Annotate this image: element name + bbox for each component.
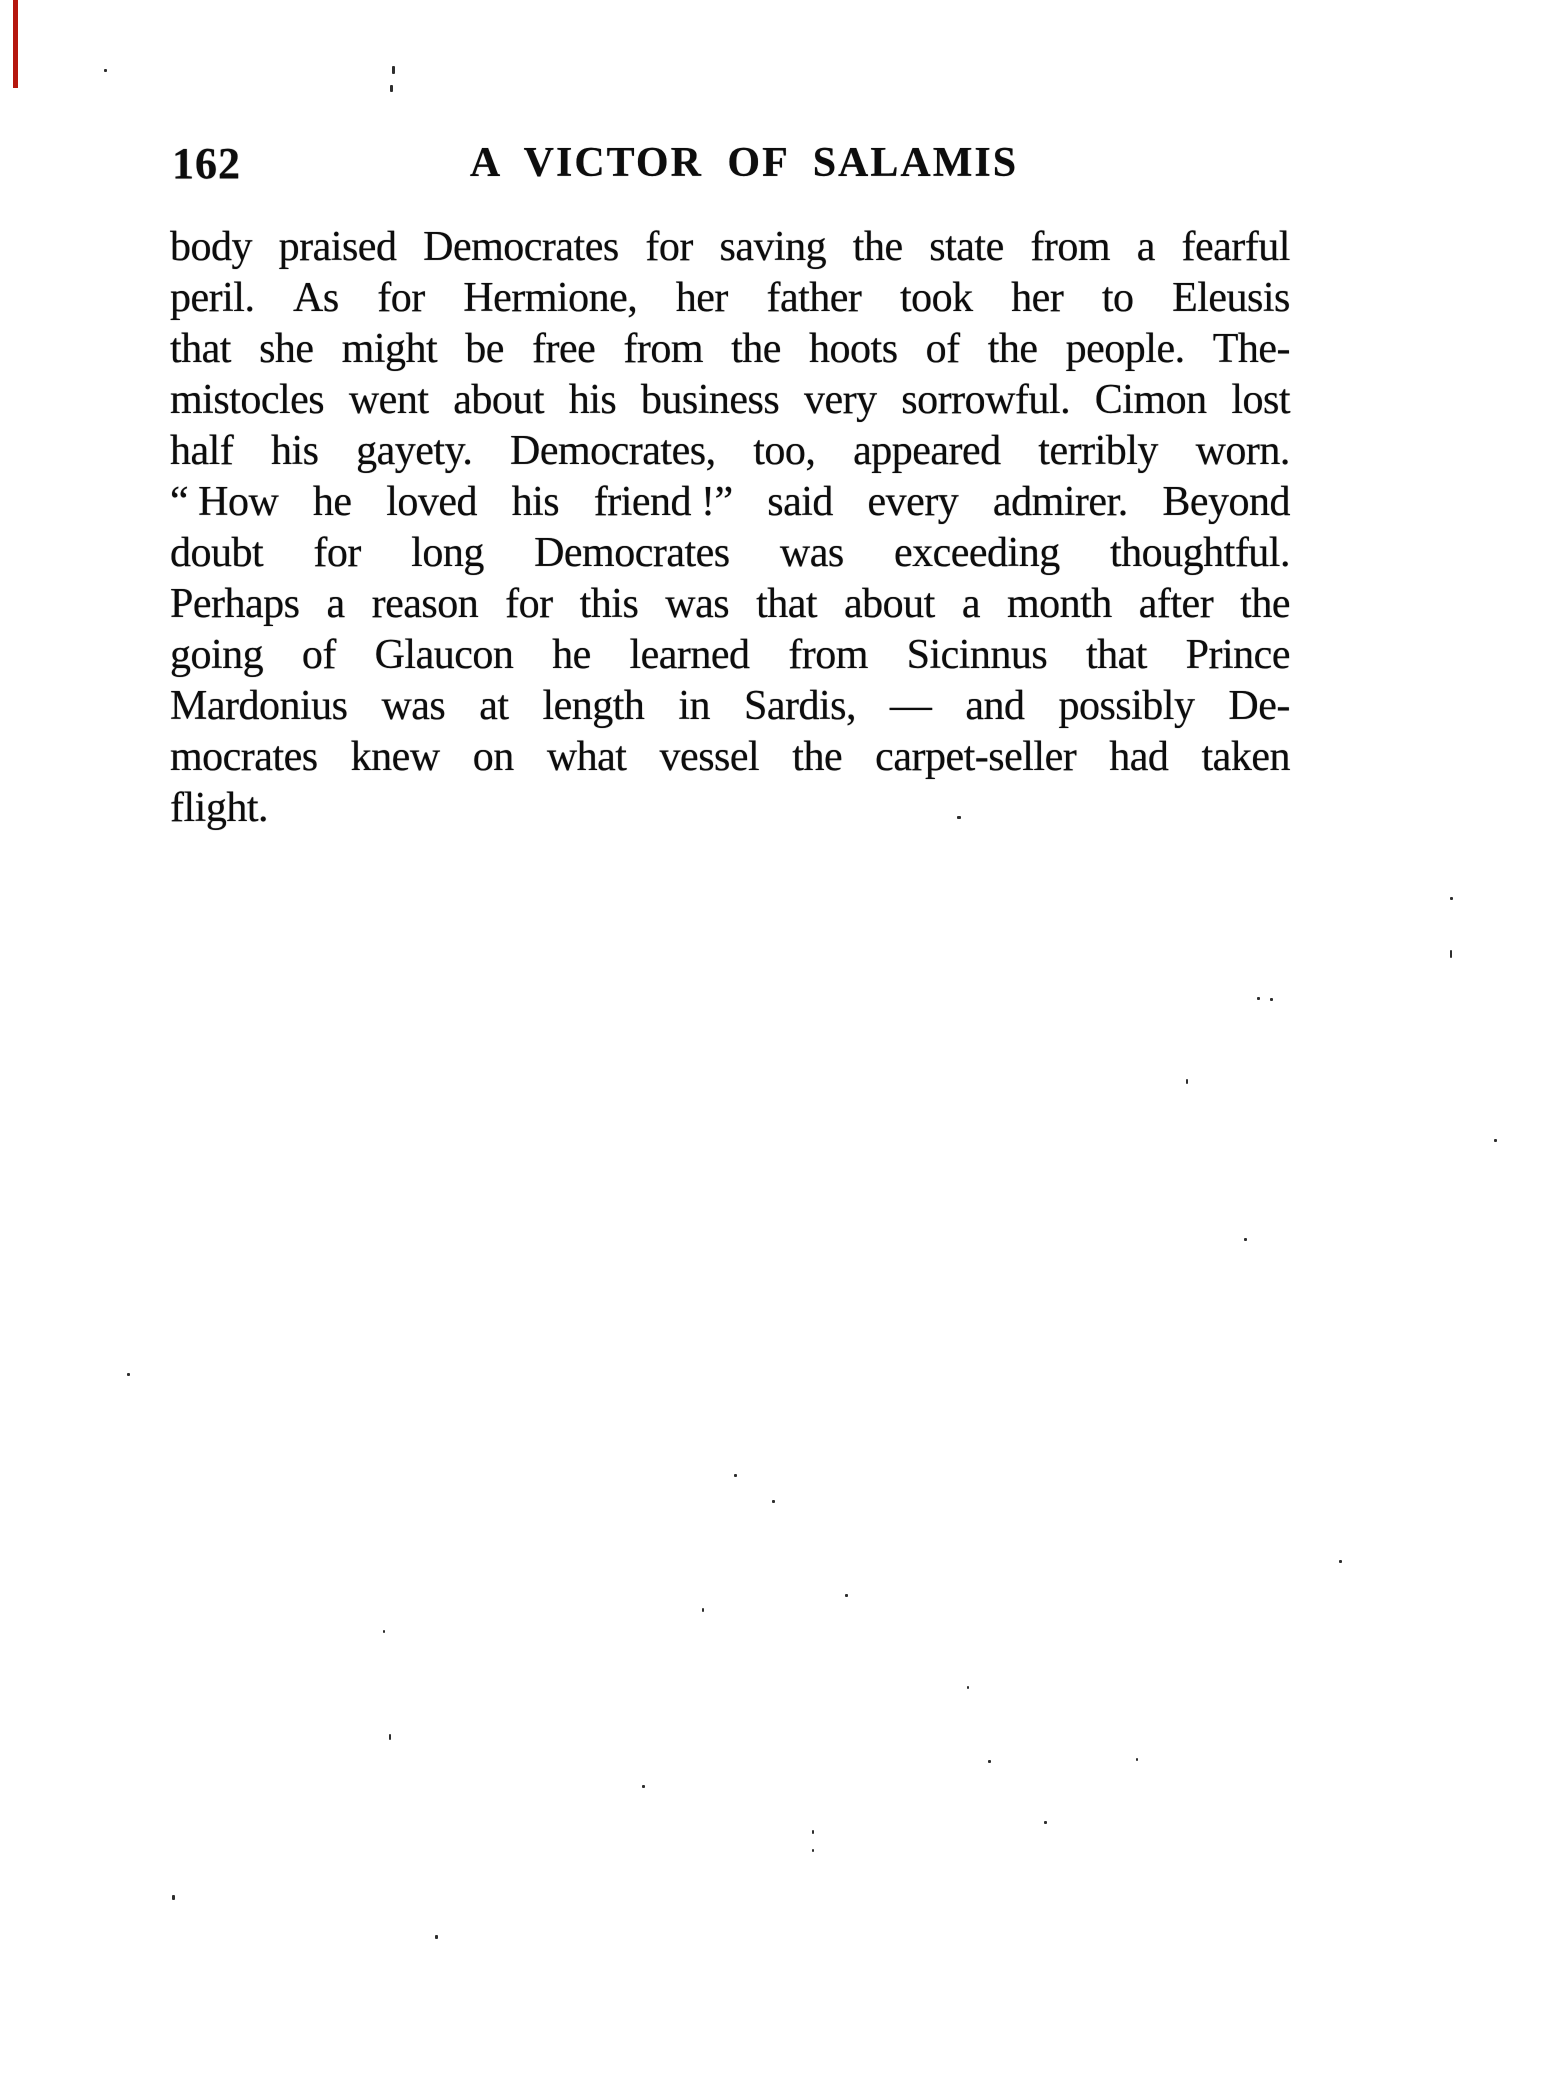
red-ink-mark bbox=[13, 0, 18, 88]
text-line: that she might be free from the hoots of the people. The- bbox=[170, 326, 1290, 372]
text-line: Perhaps a reason for this was that about a month after the bbox=[170, 581, 1290, 627]
scan-speck bbox=[812, 1849, 814, 1852]
text-line: mistocles went about his business very sorrowful. Cimon lost bbox=[170, 377, 1290, 423]
text-line: Mardonius was at length in Sardis, — and possibly De- bbox=[170, 683, 1290, 729]
scan-speck bbox=[1186, 1079, 1188, 1084]
scan-speck bbox=[1450, 897, 1453, 900]
text-line: half his gayety. Democrates, too, appeared terribly worn. bbox=[170, 428, 1290, 474]
scan-speck bbox=[1450, 950, 1452, 958]
scan-speck bbox=[383, 1630, 385, 1633]
scan-speck bbox=[967, 1686, 969, 1689]
scan-speck bbox=[1257, 997, 1260, 1000]
scan-speck bbox=[390, 85, 393, 92]
scan-speck bbox=[172, 1895, 175, 1900]
scan-speck bbox=[1494, 1139, 1497, 1142]
page-header bbox=[170, 138, 1290, 189]
scan-speck bbox=[702, 1608, 704, 1612]
text-line: doubt for long Democrates was exceeding thoughtful. bbox=[170, 530, 1290, 576]
scan-speck bbox=[435, 1935, 438, 1939]
text-line: flight. bbox=[170, 785, 268, 831]
scan-speck bbox=[957, 816, 961, 819]
scan-speck bbox=[1270, 998, 1273, 1001]
text-line: body praised Democrates for saving the state from a fearful bbox=[170, 224, 1290, 270]
scan-speck bbox=[127, 1373, 130, 1376]
scan-speck bbox=[1339, 1560, 1342, 1563]
scan-speck bbox=[1136, 1758, 1138, 1761]
scan-speck bbox=[642, 1785, 645, 1788]
scan-speck bbox=[392, 66, 395, 74]
scan-speck bbox=[1244, 1238, 1247, 1241]
text-line: going of Glaucon he learned from Sicinnus that Prince bbox=[170, 632, 1290, 678]
running-header-title: A VICTOR OF SALAMIS bbox=[469, 140, 1019, 186]
text-line: “ How he loved his friend !” said every admirer. Beyond bbox=[170, 479, 1290, 525]
scan-speck bbox=[1044, 1821, 1047, 1824]
scan-speck bbox=[812, 1830, 814, 1834]
text-line: peril. As for Hermione, her father took her to Eleusis bbox=[170, 275, 1290, 321]
paragraph-block bbox=[170, 222, 1290, 834]
scan-speck bbox=[734, 1474, 737, 1477]
text-line: mocrates knew on what vessel the carpet-seller had taken bbox=[170, 734, 1290, 780]
scan-speck bbox=[772, 1500, 775, 1503]
scan-speck bbox=[389, 1734, 391, 1740]
scan-speck bbox=[845, 1594, 848, 1597]
scan-speck bbox=[988, 1760, 991, 1763]
scan-speck bbox=[104, 69, 107, 72]
page-number: 162 bbox=[172, 139, 241, 188]
